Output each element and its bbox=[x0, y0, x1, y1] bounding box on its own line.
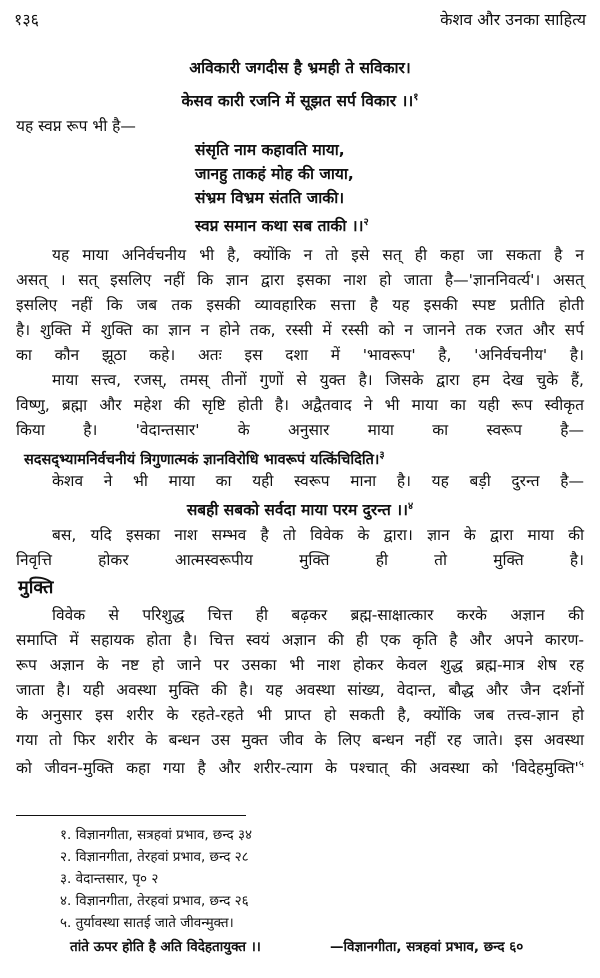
text-line: केशव ने भी माया का यही स्वरूप माना है। यह बड़ी दुरन्त है— bbox=[52, 472, 584, 490]
running-title: केशव और उनका साहित्य bbox=[440, 10, 586, 29]
verse-line: अविकारी जगदीस है भ्रमही ते सविकार। bbox=[189, 59, 411, 77]
footnote-line: १. विज्ञानगीता, सत्रहवां प्रभाव, छन्द ३४ bbox=[60, 827, 253, 843]
text-line: है। शुक्ति में शुक्ति का ज्ञान न होने तक, रस्सी में रस्सी को न जानने तक रजत और सर्प bbox=[16, 321, 584, 339]
footnote-marker: १ bbox=[413, 92, 419, 103]
text-line: गया तो फिर शरीर के बन्धन उस मुक्त जीव के लिए बन्धन नहीं रह जाते। इस अवस्था bbox=[16, 731, 584, 749]
verse-line: सबही सबको सर्वदा माया परम दुरन्त ।।$^४$ bbox=[186, 501, 414, 520]
footnote-marker: ४ bbox=[407, 501, 414, 512]
verse-line: स्वप्न समान कथा सब ताकी ।।$^२$ bbox=[195, 217, 369, 236]
footnote-line: ३. वेदान्तसार, पृ० २ bbox=[60, 871, 159, 887]
page-number: १३६ bbox=[14, 10, 39, 29]
verse-line: जानहु ताकहं मोह की जाया, bbox=[195, 165, 354, 183]
footnote-line: ४. विज्ञानगीता, तेरहवां प्रभाव, छन्द २६ bbox=[60, 893, 249, 909]
footnote-line: ५. तुर्यावस्था सातई जाते जीवन्मुक्त। bbox=[60, 915, 234, 931]
text-line: बस, यदि इसका नाश सम्भव है तो विवेक के द्वारा। ज्ञान के द्वारा माया की bbox=[52, 526, 584, 544]
text-line: सदसद्भ्यामनिर्वचनीयं त्रिगुणात्मकं ज्ञानविरोधि भावरूपं यत्किंचिदिति।$^३$ bbox=[24, 450, 385, 468]
text-line: यह स्वप्न रूप भी है— bbox=[16, 117, 136, 135]
text-line: किया है। 'वेदान्तसार' के अनुसार माया का स्वरूप है— bbox=[16, 421, 584, 439]
page-header bbox=[14, 8, 586, 30]
verse-line: केसव कारी रजनि में सूझत सर्प विकार ।।$^१$ bbox=[181, 92, 419, 111]
text-line: इसलिए नहीं कि जब तक इसकी व्यावहारिक सत्ता है यह इसकी स्पष्ट प्रतीति होती bbox=[16, 296, 584, 314]
footnote-marker: २ bbox=[363, 217, 369, 228]
text-line: समाप्ति में सहायक होता है। चित्त स्वयं अज्ञान की ही एक कृति है और अपने कारण- bbox=[16, 631, 584, 649]
text-line: का कौन झूठा कहे। अतः इस दशा में 'भावरूप' है, 'अनिर्वचनीय' है। bbox=[16, 346, 584, 364]
text-line: जाता है। यही अवस्था मुक्ति की है। यह अवस्था सांख्य, वेदान्त, बौद्ध और जैन दर्शनों bbox=[16, 681, 584, 699]
text-line: निवृत्ति होकर आत्मस्वरूपीय मुक्ति ही तो मुक्ति है। bbox=[16, 551, 584, 569]
verse-line: संसृति नाम कहावति माया, bbox=[195, 141, 345, 159]
text-line: असत् । सत् इसलिए नहीं कि ज्ञान द्वारा इसका नाश हो जाता है—'ज्ञाननिवर्त्य'। असत् bbox=[16, 271, 584, 289]
text-line: को जीवन-मुक्ति कहा गया है और शरीर-त्याग के पश्चात् की अवस्था को '$विदेहमुक्ति'^५$ bbox=[16, 759, 584, 778]
footnote-marker: ५ bbox=[578, 759, 584, 770]
footnote-marker: ३ bbox=[379, 450, 385, 461]
footnote-line: —विज्ञानगीता, सत्रहवां प्रभाव, छन्द ६० bbox=[330, 939, 524, 955]
text-line: विष्णु, ब्रह्मा और महेश की सृष्टि होती है। अद्वैतवाद ने भी माया का यही रूप स्वीकृत bbox=[16, 396, 584, 414]
footnote-line: तांते ऊपर होति है अति विदेहतायुक्त ।। bbox=[70, 939, 261, 955]
section-heading: मुक्ति bbox=[18, 577, 54, 598]
text-line: रूप अज्ञान के नष्ट हो जाने पर उसका भी नाश होकर केवल शुद्ध ब्रह्म-मात्र शेष रह bbox=[16, 656, 584, 674]
footnote-divider bbox=[16, 815, 246, 816]
text-line: माया सत्त्व, रजस्, तमस् तीनों गुणों से युक्त है। जिसके द्वारा हम देख चुके हैं, bbox=[52, 371, 584, 389]
footnote-line: २. विज्ञानगीता, तेरहवां प्रभाव, छन्द २८ bbox=[60, 849, 249, 865]
text-line: के अनुसार इस शरीर के रहते-रहते भी प्राप्त हो सकती है, क्योंकि जब तत्त्व-ज्ञान हो bbox=[16, 706, 584, 724]
text-line: यह माया अनिर्वचनीय भी है, क्योंकि न तो इसे सत् ही कहा जा सकता है न bbox=[52, 246, 584, 264]
text-line: विवेक से परिशुद्ध चित्त ही बढ़कर ब्रह्म-साक्षात्कार करके अज्ञान की bbox=[52, 606, 584, 624]
verse-line: संभ्रम विभ्रम संतति जाकी। bbox=[195, 189, 345, 207]
